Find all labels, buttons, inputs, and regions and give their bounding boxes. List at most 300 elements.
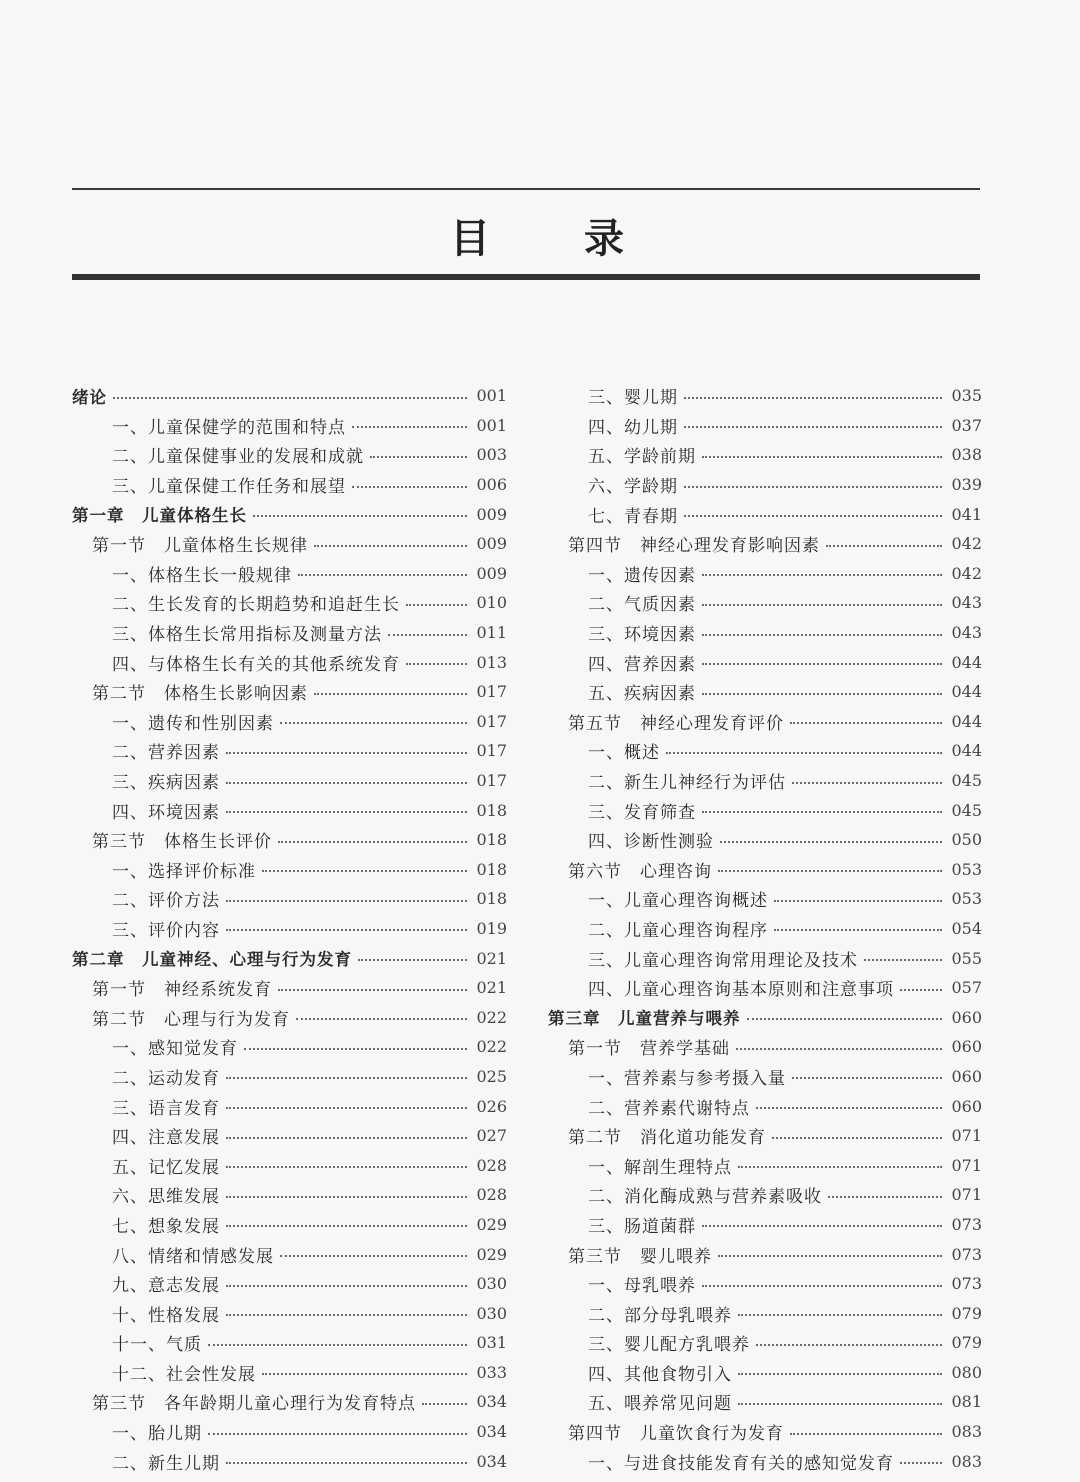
- dot-leader: [226, 1137, 467, 1139]
- dot-leader: [226, 1225, 467, 1227]
- dot-leader: [422, 1403, 467, 1405]
- dot-leader: [747, 1018, 943, 1020]
- dot-leader: [406, 663, 467, 665]
- dot-leader: [352, 426, 467, 428]
- toc-entry-item: [72, 766, 507, 796]
- toc-entry-label: 四、其他食物引入: [588, 1364, 732, 1385]
- toc-entry-label: 五、学龄前期: [588, 447, 696, 468]
- dot-leader: [702, 811, 942, 813]
- toc-entry-label: 第一节 儿童体格生长规律: [92, 536, 308, 557]
- toc-entry-label: 一、母乳喂养: [588, 1276, 696, 1297]
- toc-entry-page-number: 019: [476, 918, 507, 938]
- title-underline-rule: [72, 274, 980, 280]
- toc-entry-page-number: 013: [476, 652, 507, 672]
- dot-leader: [314, 545, 467, 547]
- toc-entry-page-number: 021: [476, 978, 507, 998]
- toc-entry-label: 三、评价内容: [112, 920, 220, 941]
- toc-entry-label: 二、营养因素: [112, 743, 220, 764]
- dot-leader: [296, 1018, 467, 1020]
- toc-entry-label: 第二章 儿童神经、心理与行为发育: [72, 950, 352, 970]
- toc-entry-item: [548, 1358, 982, 1388]
- toc-entry-label: 十一、气质: [112, 1335, 202, 1356]
- toc-entry-label: 二、消化酶成熟与营养素吸收: [588, 1187, 822, 1208]
- dot-leader: [826, 545, 942, 547]
- toc-entry-label: 第三节 婴儿喂养: [568, 1246, 712, 1267]
- toc-right-column: [548, 381, 982, 1476]
- toc-entry-item: [72, 440, 507, 470]
- toc-entry-label: 一、选择评价标准: [112, 861, 256, 882]
- dot-leader: [352, 486, 467, 488]
- toc-entry-label: 八、情绪和情感发展: [112, 1246, 274, 1267]
- toc-entry-item: [548, 795, 982, 825]
- toc-entry-item: [548, 973, 982, 1003]
- toc-entry-page-number: 009: [476, 504, 507, 524]
- toc-entry-page-number: 045: [951, 800, 982, 820]
- toc-entry-label: 十、性格发展: [112, 1305, 220, 1326]
- toc-entry-page-number: 001: [476, 415, 507, 435]
- toc-entry-label: 一、遗传和性别因素: [112, 713, 274, 734]
- dot-leader: [358, 959, 467, 961]
- dot-leader: [226, 1166, 467, 1168]
- toc-entry-item: [72, 559, 507, 589]
- toc-entry-label: 四、与体格生长有关的其他系统发育: [112, 654, 400, 675]
- toc-entry-item: [72, 411, 507, 441]
- dot-leader: [314, 693, 467, 695]
- toc-entry-page-number: 031: [476, 1333, 507, 1353]
- toc-entry-item: [72, 707, 507, 737]
- toc-entry-chapter: [72, 943, 507, 973]
- toc-entry-label: 七、青春期: [588, 506, 678, 527]
- dot-leader: [702, 604, 942, 606]
- toc-entry-page-number: 022: [476, 1007, 507, 1027]
- toc-entry-item: [72, 1121, 507, 1151]
- dot-leader: [684, 397, 942, 399]
- toc-entry-page-number: 053: [951, 859, 982, 879]
- toc-entry-section: [72, 1002, 507, 1032]
- toc-entry-page-number: 026: [476, 1096, 507, 1116]
- dot-leader: [113, 397, 467, 399]
- toc-entry-page-number: 022: [476, 1037, 507, 1057]
- toc-entry-page-number: 045: [951, 771, 982, 791]
- toc-entry-label: 第五节 神经心理发育评价: [568, 713, 784, 734]
- dot-leader: [864, 959, 942, 961]
- toc-entry-page-number: 071: [951, 1126, 982, 1146]
- dot-leader: [792, 1077, 942, 1079]
- toc-entry-section: [72, 825, 507, 855]
- toc-entry-label: 二、生长发育的长期趋势和追赶生长: [112, 595, 400, 616]
- dot-leader: [702, 1285, 942, 1287]
- toc-entry-label: 一、儿童心理咨询概述: [588, 891, 768, 912]
- toc-entry-label: 一、营养素与参考摄入量: [588, 1068, 786, 1089]
- dot-leader: [388, 634, 467, 636]
- toc-entry-label: 一、儿童保健学的范围和特点: [112, 417, 346, 438]
- toc-entry-item: [72, 1417, 507, 1447]
- toc-entry-label: 三、肠道菌群: [588, 1216, 696, 1237]
- dot-leader: [774, 900, 942, 902]
- toc-entry-item: [548, 647, 982, 677]
- toc-entry-page-number: 060: [951, 1007, 982, 1027]
- dot-leader: [702, 574, 942, 576]
- toc-entry-item: [72, 884, 507, 914]
- dot-leader: [718, 870, 942, 872]
- dot-leader: [208, 1344, 467, 1346]
- toc-entry-page-number: 029: [476, 1244, 507, 1264]
- toc-entry-page-number: 006: [476, 475, 507, 495]
- toc-entry-page-number: 009: [476, 534, 507, 554]
- toc-entry-page-number: 025: [476, 1066, 507, 1086]
- toc-entry-page-number: 083: [951, 1451, 982, 1471]
- dot-leader: [226, 900, 467, 902]
- toc-entry-page-number: 044: [951, 711, 982, 731]
- toc-entry-page-number: 034: [476, 1451, 507, 1471]
- dot-leader: [226, 782, 467, 784]
- toc-entry-item: [548, 470, 982, 500]
- dot-leader: [262, 1373, 467, 1375]
- toc-entry-item: [548, 1062, 982, 1092]
- toc-entry-page-number: 060: [951, 1037, 982, 1057]
- toc-entry-item: [72, 1239, 507, 1269]
- toc-entry-page-number: 081: [951, 1392, 982, 1412]
- toc-entry-item: [548, 825, 982, 855]
- dot-leader: [774, 929, 942, 931]
- dot-leader: [718, 1255, 942, 1257]
- dot-leader: [702, 634, 942, 636]
- dot-leader: [370, 456, 467, 458]
- toc-entry-page-number: 054: [951, 918, 982, 938]
- toc-entry-page-number: 055: [951, 948, 982, 968]
- toc-entry-section: [548, 707, 982, 737]
- toc-entry-label: 三、疾病因素: [112, 773, 220, 794]
- toc-entry-page-number: 043: [951, 593, 982, 613]
- toc-entry-label: 二、新生儿期: [112, 1453, 220, 1474]
- toc-entry-item: [548, 1387, 982, 1417]
- toc-entry-page-number: 071: [951, 1155, 982, 1175]
- toc-entry-page-number: 083: [951, 1422, 982, 1442]
- toc-entry-page-number: 042: [951, 534, 982, 554]
- toc-entry-label: 七、想象发展: [112, 1216, 220, 1237]
- toc-entry-item: [548, 559, 982, 589]
- dot-leader: [226, 929, 467, 931]
- dot-leader: [262, 870, 467, 872]
- toc-entry-page-number: 042: [951, 563, 982, 583]
- dot-leader: [226, 752, 467, 754]
- toc-entry-item: [72, 470, 507, 500]
- toc-entry-section: [548, 1032, 982, 1062]
- dot-leader: [772, 1137, 942, 1139]
- toc-entry-section: [548, 529, 982, 559]
- toc-entry-item: [72, 1328, 507, 1358]
- toc-entry-page-number: 080: [951, 1362, 982, 1382]
- dot-leader: [738, 1403, 942, 1405]
- toc-entry-label: 一、感知觉发育: [112, 1039, 238, 1060]
- toc-entry-label: 六、思维发展: [112, 1187, 220, 1208]
- toc-entry-page-number: 044: [951, 741, 982, 761]
- toc-entry-label: 一、概述: [588, 743, 660, 764]
- toc-entry-label: 二、儿童保健事业的发展和成就: [112, 447, 364, 468]
- dot-leader: [278, 989, 467, 991]
- toc-entry-section: [548, 1417, 982, 1447]
- toc-entry-item: [548, 499, 982, 529]
- toc-entry-item: [548, 914, 982, 944]
- toc-entry-item: [548, 381, 982, 411]
- toc-entry-item: [72, 1091, 507, 1121]
- toc-left-column: [72, 381, 507, 1476]
- toc-entry-label: 三、语言发育: [112, 1098, 220, 1119]
- toc-entry-item: [72, 1269, 507, 1299]
- toc-entry-label: 一、体格生长一般规律: [112, 565, 292, 586]
- toc-entry-page-number: 044: [951, 682, 982, 702]
- toc-entry-page-number: 037: [951, 415, 982, 435]
- toc-entry-label: 第二节 心理与行为发育: [92, 1009, 290, 1030]
- toc-entry-page-number: 043: [951, 623, 982, 643]
- toc-entry-page-number: 027: [476, 1126, 507, 1146]
- toc-entry-page-number: 073: [951, 1244, 982, 1264]
- toc-entry-item: [72, 736, 507, 766]
- toc-entry-item: [72, 1446, 507, 1476]
- toc-entry-label: 三、婴儿配方乳喂养: [588, 1335, 750, 1356]
- toc-entry-item: [72, 1298, 507, 1328]
- dot-leader: [406, 604, 467, 606]
- toc-entry-label: 四、环境因素: [112, 802, 220, 823]
- toc-entry-item: [548, 736, 982, 766]
- toc-entry-page-number: 034: [476, 1422, 507, 1442]
- dot-leader: [702, 456, 942, 458]
- toc-entry-label: 一、解剖生理特点: [588, 1157, 732, 1178]
- toc-entry-page-number: 060: [951, 1066, 982, 1086]
- toc-entry-item: [548, 1210, 982, 1240]
- toc-entry-label: 二、评价方法: [112, 891, 220, 912]
- toc-entry-page-number: 039: [951, 475, 982, 495]
- toc-entry-page-number: 010: [476, 593, 507, 613]
- toc-entry-item: [72, 1062, 507, 1092]
- dot-leader: [280, 1255, 467, 1257]
- toc-entry-page-number: 009: [476, 563, 507, 583]
- toc-entry-page-number: 060: [951, 1096, 982, 1116]
- toc-entry-page-number: 030: [476, 1274, 507, 1294]
- toc-entry-item: [72, 1180, 507, 1210]
- toc-entry-label: 五、记忆发展: [112, 1157, 220, 1178]
- toc-entry-page-number: 033: [476, 1362, 507, 1382]
- toc-entry-label: 三、发育筛查: [588, 802, 696, 823]
- toc-entry-label: 四、注意发展: [112, 1128, 220, 1149]
- toc-entry-page-number: 030: [476, 1303, 507, 1323]
- toc-entry-item: [72, 914, 507, 944]
- toc-entry-label: 三、体格生长常用指标及测量方法: [112, 625, 382, 646]
- toc-entry-item: [548, 411, 982, 441]
- toc-entry-page-number: 034: [476, 1392, 507, 1412]
- dot-leader: [702, 663, 942, 665]
- dot-leader: [253, 515, 467, 517]
- toc-entry-page-number: 018: [476, 830, 507, 850]
- dot-leader: [684, 486, 942, 488]
- toc-entry-label: 五、疾病因素: [588, 684, 696, 705]
- dot-leader: [756, 1107, 942, 1109]
- toc-entry-label: 第二节 体格生长影响因素: [92, 684, 308, 705]
- dot-leader: [790, 722, 942, 724]
- toc-entry-label: 二、气质因素: [588, 595, 696, 616]
- toc-entry-label: 二、部分母乳喂养: [588, 1305, 732, 1326]
- dot-leader: [736, 1048, 942, 1050]
- toc-entry-page-number: 041: [951, 504, 982, 524]
- dot-leader: [226, 1077, 467, 1079]
- dot-leader: [208, 1433, 467, 1435]
- toc-entry-item: [548, 1298, 982, 1328]
- dot-leader: [226, 1285, 467, 1287]
- toc-entry-label: 第四节 儿童饮食行为发育: [568, 1424, 784, 1445]
- dot-leader: [278, 841, 467, 843]
- dot-leader: [226, 1107, 467, 1109]
- toc-entry-item: [548, 1269, 982, 1299]
- toc-entry-label: 四、幼儿期: [588, 417, 678, 438]
- dot-leader: [738, 1166, 942, 1168]
- toc-entry-item: [548, 588, 982, 618]
- toc-entry-label: 十二、社会性发展: [112, 1364, 256, 1385]
- toc-entry-label: 二、运动发育: [112, 1068, 220, 1089]
- toc-entry-page-number: 018: [476, 889, 507, 909]
- dot-leader: [900, 989, 942, 991]
- toc-entry-page-number: 018: [476, 859, 507, 879]
- toc-entry-item: [72, 618, 507, 648]
- toc-entry-page-number: 050: [951, 830, 982, 850]
- dot-leader: [702, 1225, 942, 1227]
- toc-entry-item: [548, 440, 982, 470]
- dot-leader: [828, 1196, 942, 1198]
- toc-entry-label: 三、婴儿期: [588, 388, 678, 409]
- toc-entry-item: [72, 1150, 507, 1180]
- toc-entry-label: 三、儿童保健工作任务和展望: [112, 477, 346, 498]
- toc-entry-page-number: 011: [476, 623, 507, 643]
- toc-entry-item: [72, 647, 507, 677]
- toc-entry-label: 第三章 儿童营养与喂养: [548, 1009, 741, 1029]
- toc-entry-label: 第四节 神经心理发育影响因素: [568, 536, 820, 557]
- toc-entry-label: 二、儿童心理咨询程序: [588, 920, 768, 941]
- toc-entry-page-number: 073: [951, 1274, 982, 1294]
- dot-leader: [738, 1314, 942, 1316]
- toc-entry-item: [548, 618, 982, 648]
- toc-entry-label: 一、胎儿期: [112, 1424, 202, 1445]
- toc-entry-item: [72, 588, 507, 618]
- toc-entry-page-number: 003: [476, 445, 507, 465]
- dot-leader: [226, 811, 467, 813]
- toc-entry-page-number: 079: [951, 1303, 982, 1323]
- toc-entry-label: 第二节 消化道功能发育: [568, 1128, 766, 1149]
- page-title: 目 录: [450, 216, 664, 262]
- toc-entry-label: 四、儿童心理咨询基本原则和注意事项: [588, 980, 894, 1001]
- toc-entry-page-number: 053: [951, 889, 982, 909]
- toc-entry-page-number: 071: [951, 1185, 982, 1205]
- toc-entry-page-number: 044: [951, 652, 982, 672]
- toc-entry-label: 一、与进食技能发育有关的感知觉发育: [588, 1453, 894, 1474]
- toc-entry-chapter: [548, 1002, 982, 1032]
- toc-entry-label: 三、儿童心理咨询常用理论及技术: [588, 950, 858, 971]
- toc-entry-item: [548, 1091, 982, 1121]
- dot-leader: [900, 1462, 942, 1464]
- toc-entry-item: [548, 884, 982, 914]
- toc-entry-item: [72, 795, 507, 825]
- dot-leader: [226, 1314, 467, 1316]
- toc-entry-chapter: [72, 499, 507, 529]
- toc-entry-page-number: 073: [951, 1214, 982, 1234]
- toc-entry-item: [548, 677, 982, 707]
- dot-leader: [792, 782, 942, 784]
- toc-entry-section: [548, 1121, 982, 1151]
- dot-leader: [790, 1433, 942, 1435]
- toc-entry-page-number: 017: [476, 711, 507, 731]
- toc-entry-label: 五、喂养常见问题: [588, 1394, 732, 1415]
- dot-leader: [756, 1344, 942, 1346]
- toc-entry-section: [548, 1239, 982, 1269]
- toc-entry-chapter: [72, 381, 507, 411]
- toc-entry-label: 六、学龄期: [588, 477, 678, 498]
- toc-entry-label: 四、诊断性测验: [588, 832, 714, 853]
- toc-entry-page-number: 038: [951, 445, 982, 465]
- dot-leader: [666, 752, 942, 754]
- toc-entry-label: 绪论: [72, 387, 107, 407]
- toc-entry-label: 第一节 神经系统发育: [92, 980, 272, 1001]
- toc-entry-label: 第六节 心理咨询: [568, 861, 712, 882]
- toc-entry-section: [72, 1387, 507, 1417]
- dot-leader: [226, 1462, 467, 1464]
- dot-leader: [738, 1373, 942, 1375]
- top-rule: [72, 188, 980, 190]
- toc-entry-page-number: 028: [476, 1185, 507, 1205]
- toc-entry-page-number: 079: [951, 1333, 982, 1353]
- toc-entry-page-number: 017: [476, 771, 507, 791]
- toc-entry-item: [548, 1328, 982, 1358]
- toc-entry-item: [548, 1150, 982, 1180]
- dot-leader: [226, 1196, 467, 1198]
- toc-entry-item: [72, 1210, 507, 1240]
- dot-leader: [244, 1048, 467, 1050]
- dot-leader: [702, 693, 942, 695]
- toc-entry-page-number: 017: [476, 682, 507, 702]
- toc-entry-item: [548, 1180, 982, 1210]
- toc-entry-item: [72, 855, 507, 885]
- dot-leader: [684, 426, 942, 428]
- toc-entry-item: [548, 1446, 982, 1476]
- dot-leader: [720, 841, 942, 843]
- toc-entry-section: [72, 973, 507, 1003]
- toc-entry-page-number: 021: [476, 948, 507, 968]
- toc-entry-label: 三、环境因素: [588, 625, 696, 646]
- toc-entry-page-number: 028: [476, 1155, 507, 1175]
- toc-entry-item: [548, 943, 982, 973]
- toc-entry-page-number: 017: [476, 741, 507, 761]
- toc-entry-section: [548, 855, 982, 885]
- toc-entry-item: [72, 1358, 507, 1388]
- toc-entry-section: [72, 677, 507, 707]
- toc-entry-label: 一、遗传因素: [588, 565, 696, 586]
- toc-entry-label: 第一章 儿童体格生长: [72, 506, 247, 526]
- toc-entry-page-number: 035: [951, 386, 982, 406]
- toc-entry-page-number: 018: [476, 800, 507, 820]
- toc-entry-label: 第一节 营养学基础: [568, 1039, 730, 1060]
- toc-entry-label: 第三节 各年龄期儿童心理行为发育特点: [92, 1394, 416, 1415]
- toc-entry-label: 第三节 体格生长评价: [92, 832, 272, 853]
- toc-entry-page-number: 001: [476, 386, 507, 406]
- toc-entry-label: 四、营养因素: [588, 654, 696, 675]
- toc-entry-page-number: 057: [951, 978, 982, 998]
- toc-entry-page-number: 029: [476, 1214, 507, 1234]
- toc-entry-label: 九、意志发展: [112, 1276, 220, 1297]
- dot-leader: [298, 574, 467, 576]
- dot-leader: [684, 515, 942, 517]
- dot-leader: [280, 722, 467, 724]
- toc-entry-label: 二、新生儿神经行为评估: [588, 773, 786, 794]
- toc-entry-item: [72, 1032, 507, 1062]
- toc-entry-label: 二、营养素代谢特点: [588, 1098, 750, 1119]
- toc-entry-item: [548, 766, 982, 796]
